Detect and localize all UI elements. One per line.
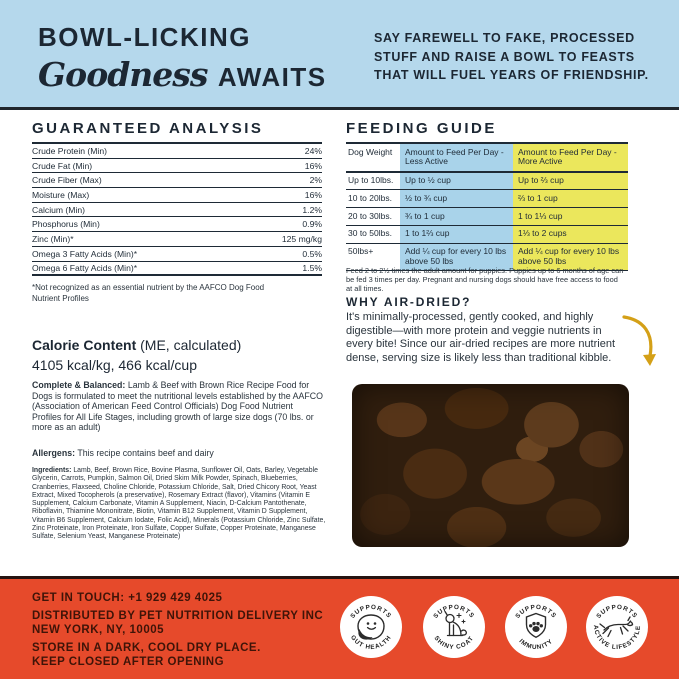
complete-balanced-label: Complete & Balanced: xyxy=(32,380,126,390)
svg-text:SUPPORTS xyxy=(595,604,638,620)
badge-immunity xyxy=(505,596,567,658)
feeding-guide-note: Feed 2 to 2½ times the adult amount for puppies. Puppies up to 6 months of age can be fed 3 times per day. Pregnant and nursing dogs should have free access to food at all times. xyxy=(346,266,624,294)
allergens-text: This recipe contains beef and dairy xyxy=(75,448,214,458)
guaranteed-analysis-heading: GUARANTEED ANALYSIS xyxy=(32,120,264,137)
table-row xyxy=(32,203,322,218)
calorie-label-rest: (ME, calculated) xyxy=(136,337,242,353)
nutrient-label: Calcium (Min) xyxy=(32,204,85,215)
badge-top-text: SUPPORTS xyxy=(595,603,639,620)
calorie-value: 4105 kcal/kg, 466 kcal/cup xyxy=(32,357,197,373)
why-air-dried-text: It's minimally-processed, gently cooked, and highly digestible—with more protein and veggie nutrients in every bite! Since our air-dried recipes are more nutrient dense, serving size is likely less than traditional kibble. xyxy=(346,311,616,364)
less-active-cell: Add ¼ cup for every 10 lbs above 50 lbs xyxy=(400,244,513,271)
tagline-line3: THAT WILL FUEL YEARS OF FRIENDSHIP. xyxy=(374,68,649,82)
nutrient-label: Crude Protein (Min) xyxy=(32,145,107,156)
calorie-label-bold: Calorie Content xyxy=(32,337,137,353)
more-active-cell: Add ¼ cup for every 10 lbs above 50 lbs xyxy=(513,244,628,271)
distributor-line1: DISTRIBUTED BY PET NUTRITION DELIVERY INC xyxy=(32,610,324,622)
badge-active-lifestyle xyxy=(586,596,648,658)
badge-bottom-text: IMMUNITY xyxy=(517,637,555,652)
svg-text:SUPPORTS xyxy=(514,604,557,620)
air-dried-food-photo xyxy=(352,384,629,547)
more-active-cell: 1⅓ to 2 cups xyxy=(513,226,628,243)
nutrient-value: 16% xyxy=(304,189,322,200)
title-line1: BOWL-LICKING xyxy=(38,22,251,52)
weight-cell: 20 to 30lbs. xyxy=(348,210,392,221)
table-row xyxy=(346,190,628,208)
nutrient-value: 0.9% xyxy=(302,219,322,230)
more-active-cell: Up to ⅔ cup xyxy=(513,173,628,190)
nutrient-value: 0.5% xyxy=(302,248,322,259)
complete-balanced-text: Lamb & Beef with Brown Rice Recipe Food for Dogs is formulated to meet the nutritional levels established by the AAFCO (Association of American Feed Control Officials) Dog Food Nutrient Profiles for All Life Stages, including growth of large size dogs (70 lbs. or more as an adult) xyxy=(32,380,323,433)
badge-top-text: SUPPORTS xyxy=(514,603,558,620)
nutrient-label: Crude Fiber (Max) xyxy=(32,175,102,186)
header-banner xyxy=(0,0,679,110)
nutrient-value: 2% xyxy=(309,175,322,186)
weight-cell: Up to 10lbs. xyxy=(348,175,394,186)
badge-shiny-coat xyxy=(423,596,485,658)
nutrient-value: 1.5% xyxy=(302,262,322,273)
table-header-row xyxy=(346,144,628,173)
tagline-line1: SAY FAREWELL TO FAKE, PROCESSED xyxy=(374,31,635,45)
ingredients-label: Ingredients: xyxy=(32,467,72,474)
badge-top-text: SUPPORTS xyxy=(349,603,393,620)
table-row xyxy=(32,173,322,188)
less-active-cell: ½ to ¾ cup xyxy=(400,190,513,207)
storage-line1: STORE IN A DARK, COOL DRY PLACE. xyxy=(32,642,261,654)
weight-cell: 50lbs+ xyxy=(348,246,374,257)
storage-block xyxy=(32,642,261,669)
weight-cell: 30 to 50lbs. xyxy=(348,228,392,239)
header-title xyxy=(38,22,327,94)
nutrient-value: 16% xyxy=(304,160,322,171)
why-air-dried-heading: WHY AIR-DRIED? xyxy=(346,295,472,309)
nutrient-label: Moisture (Max) xyxy=(32,189,90,200)
dog-sitting-icon xyxy=(445,612,466,636)
nutrient-label: Omega 3 Fatty Acids (Min)* xyxy=(32,248,138,259)
table-row xyxy=(32,188,322,203)
nutrient-label: Omega 6 Fatty Acids (Min)* xyxy=(32,262,138,273)
less-active-cell: Up to ½ cup xyxy=(400,173,513,190)
badge-gut-health xyxy=(340,596,402,658)
complete-balanced-paragraph xyxy=(32,380,324,433)
nutrient-label: Zinc (Min)* xyxy=(32,233,74,244)
shield-paw-icon xyxy=(527,614,546,638)
table-row xyxy=(32,159,322,174)
badge-bottom-text: SHINY COAT xyxy=(432,634,476,652)
svg-text:SHINY COAT xyxy=(432,635,475,651)
table-row xyxy=(32,232,322,247)
nutrient-label: Phosphorus (Min) xyxy=(32,219,100,230)
storage-line2: KEEP CLOSED AFTER OPENING xyxy=(32,655,225,668)
curved-arrow-icon xyxy=(620,310,660,377)
col-more-active: Amount to Feed Per Day - More Active xyxy=(513,144,628,171)
table-row xyxy=(32,247,322,262)
table-row xyxy=(346,226,628,244)
contact-line: GET IN TOUCH: +1 929 429 4025 xyxy=(32,592,223,604)
table-row xyxy=(346,208,628,226)
feeding-guide-table xyxy=(346,142,628,271)
col-less-active: Amount to Feed Per Day - Less Active xyxy=(400,144,513,171)
ingredients-paragraph xyxy=(32,467,327,542)
weight-cell: 10 to 20lbs. xyxy=(348,192,392,203)
table-row xyxy=(32,144,322,159)
allergens-paragraph xyxy=(32,448,324,459)
feeding-guide-heading: FEEDING GUIDE xyxy=(346,120,497,137)
distributor-line2: NEW YORK, NY, 10005 xyxy=(32,623,165,636)
less-active-cell: 1 to 1⅔ cup xyxy=(400,226,513,243)
guaranteed-analysis-table xyxy=(32,142,322,276)
col-dog-weight: Dog Weight xyxy=(348,146,393,157)
svg-text:GUT HEALTH xyxy=(349,634,393,651)
title-awaits-word: AWAITS xyxy=(217,62,327,92)
table-row xyxy=(346,173,628,191)
stomach-icon xyxy=(358,615,384,640)
svg-text:SUPPORTS xyxy=(349,604,392,620)
allergens-label: Allergens: xyxy=(32,448,76,458)
ingredients-text: Lamb, Beef, Brown Rice, Bovine Plasma, Sunflower Oil, Oats, Barley, Vegetable Glycerin, Carrots, Pumpkin, Salmon Oil, Dried Skim Milk Powder, Spinach, Blueberries, Cranberries, Flaxseed, Choline Chloride, Potassium Chloride, Salt, Dried Chicory Root, Yeast Extract, Mixed Tocopherols (a preservative), Rosemary Extract (flavor), Vitamins (Vitamin E Supplement, Calcium Carbonate, Vitamin A Supplement, Niacin, D-Calcium Pantothenate, Riboflavin, Thiamine Mononitrate, Biotin, Vitamin B12 Supplement, Vitamin D Supplement, Vitamin B6 Supplement, Calcium Iodate, Folic Acid), Minerals (Potassium Chloride, Zinc Sulfate, Zinc Proteinate, Iron Proteinate, Iron Sulfate, Copper Sulfate, Copper Proteinate, Manganese Sulfate, Selenium Yeast, Manganese Proteinate) xyxy=(32,467,326,541)
nutrient-label: Crude Fat (Min) xyxy=(32,160,93,171)
running-dog-icon xyxy=(600,617,633,637)
distributor-block xyxy=(32,610,323,637)
header-tagline xyxy=(374,29,649,85)
svg-text:IMMUNITY xyxy=(517,638,554,651)
badge-top-text: SUPPORTS xyxy=(432,603,476,620)
nutrient-value: 24% xyxy=(304,145,322,156)
badge-bottom-text: ACTIVE LIFESTYLE xyxy=(591,624,643,652)
calorie-content xyxy=(32,337,241,373)
less-active-cell: ¾ to 1 cup xyxy=(400,208,513,225)
tagline-line2: STUFF AND RAISE A BOWL TO FEASTS xyxy=(374,49,635,64)
aafco-footnote: *Not recognized as an essential nutrient by the AAFCO Dog Food Nutrient Profiles xyxy=(32,283,265,303)
nutrient-value: 125 mg/kg xyxy=(281,233,322,244)
svg-text:ACTIVE LIFESTYLE xyxy=(592,625,642,651)
more-active-cell: 1 to 1⅓ cup xyxy=(513,208,628,225)
table-row xyxy=(32,217,322,232)
badge-bottom-text: GUT HEALTH xyxy=(348,634,394,652)
title-line2 xyxy=(38,55,327,94)
calorie-label xyxy=(32,337,241,353)
table-row xyxy=(32,262,322,277)
nutrient-value: 1.2% xyxy=(302,204,322,215)
title-script-word: Goodness xyxy=(38,55,208,94)
more-active-cell: ⅔ to 1 cup xyxy=(513,190,628,207)
